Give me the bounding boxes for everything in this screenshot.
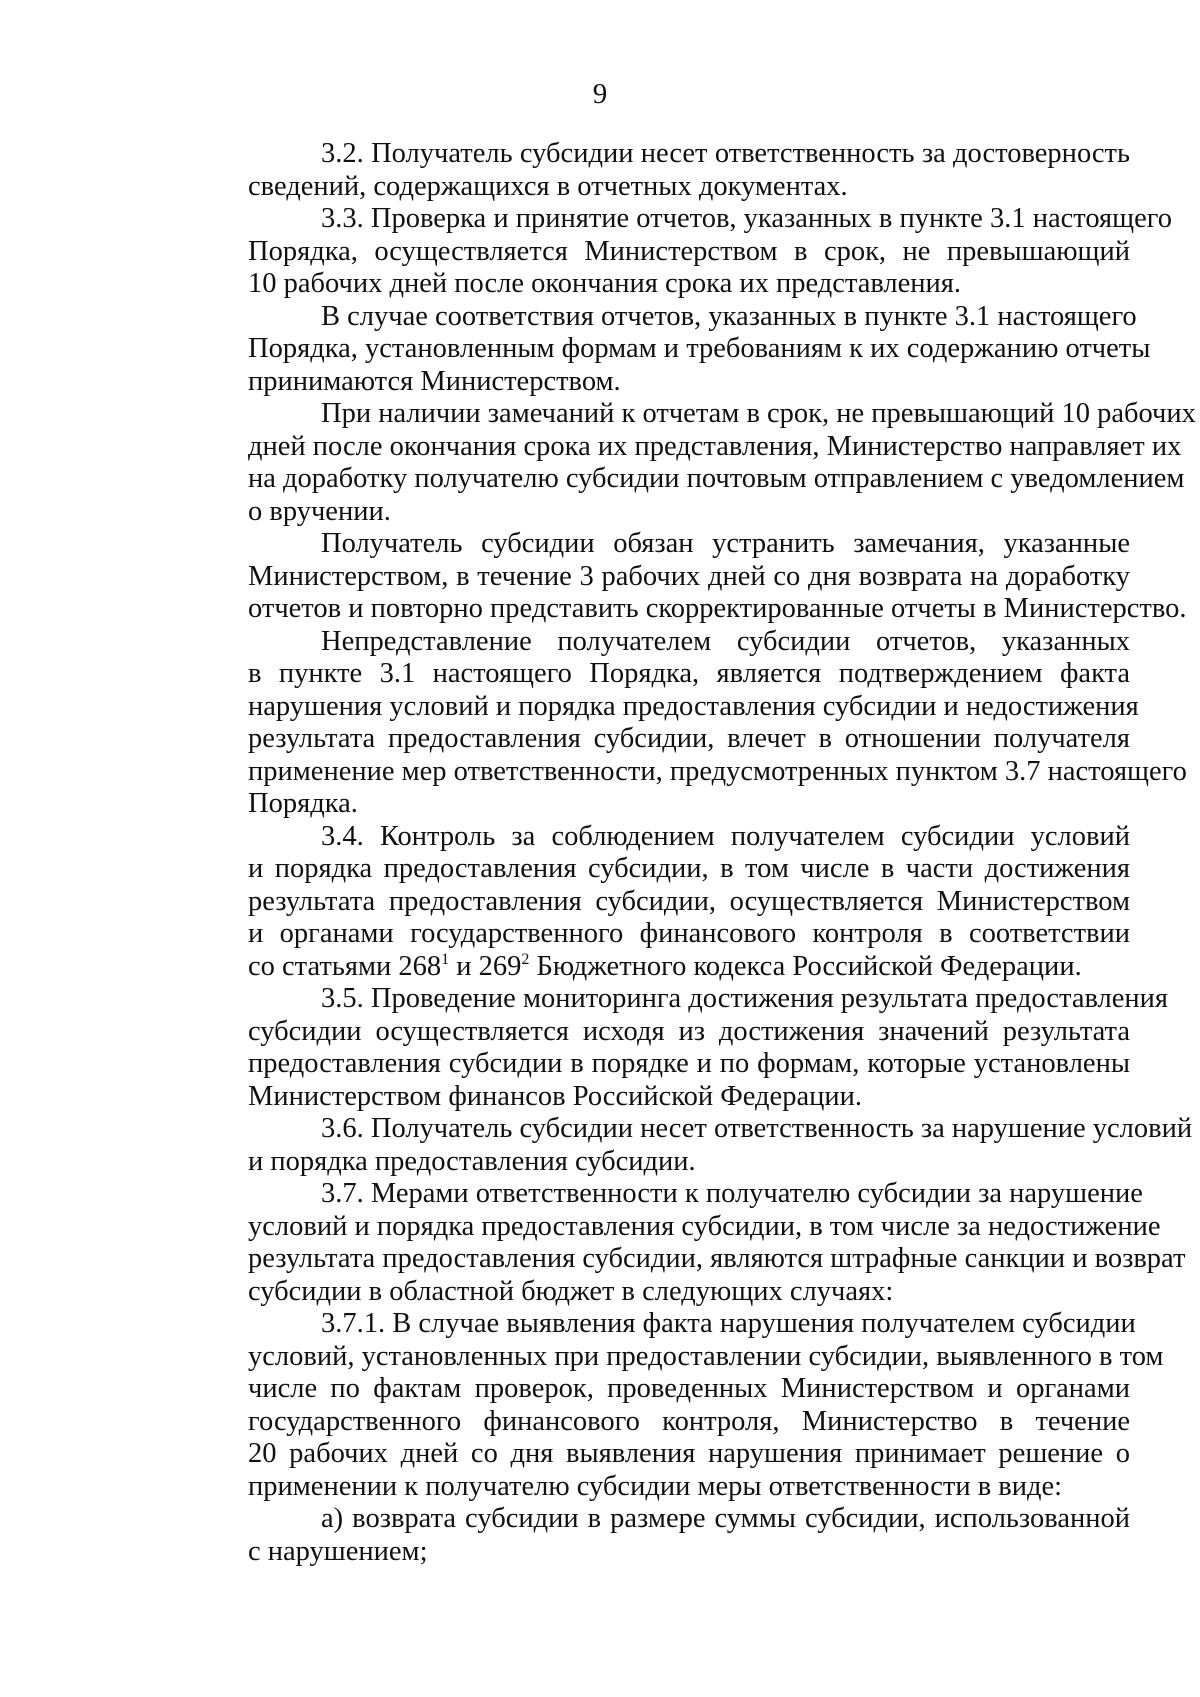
paragraph-3-7 xyxy=(175,1178,1186,1308)
paragraph-item-a xyxy=(175,1503,1130,1568)
text-line: с нарушением; xyxy=(248,1535,428,1567)
text-line: Министерством финансов Российской Федерации. xyxy=(248,1080,862,1112)
text-line: и порядка предоставления субсидии, в том числе в части достижения xyxy=(248,853,1130,884)
text-line: отчетов и повторно представить скорректированные отчеты в Министерство. xyxy=(248,593,1187,624)
text-line: принимаются Министерством. xyxy=(248,365,621,397)
page-number: 9 xyxy=(592,78,608,110)
text-line: дней после окончания срока их представления, Министерство направляет их xyxy=(248,430,1182,462)
paragraph-3-7-1 xyxy=(175,1308,1164,1503)
text-line: Непредставление получателем субсидии отчетов, указанных xyxy=(321,625,1130,657)
text-line: Порядка, осуществляется Министерством в срок, не превышающий xyxy=(248,235,1130,267)
paragraph-non-submission xyxy=(175,625,1187,821)
text-line: а) возврата субсидии в размере суммы субсидии, использованной xyxy=(321,1503,1130,1534)
paragraph-correction xyxy=(175,528,1187,626)
text-line: государственного финансового контроля, Министерство в течение xyxy=(248,1405,1130,1437)
text-line: и органами государственного финансового контроля в соответствии xyxy=(248,918,1130,949)
text-line: 3.7. Мерами ответственности к получателю субсидии за нарушение xyxy=(321,1178,1143,1209)
text-fragment: и 269 xyxy=(449,950,522,982)
text-line: субсидии осуществляется исходя из достижения значений результата xyxy=(248,1015,1130,1047)
text-line: в пункте 3.1 настоящего Порядка, является подтверждением факта xyxy=(248,658,1130,689)
text-line: 20 рабочих дней со дня выявления нарушения принимает решение о xyxy=(248,1438,1130,1469)
text-line: предоставления субсидии в порядке и по формам, которые установлены xyxy=(248,1048,1130,1079)
text-line: условий и порядка предоставления субсидии, в том числе за недостижение xyxy=(248,1210,1161,1242)
text-line: 10 рабочих дней после окончания срока их представления. xyxy=(248,268,962,299)
text-line: 3.4. Контроль за соблюдением получателем субсидии условий xyxy=(321,820,1130,852)
text-line: результата предоставления субсидии, влечет в отношении получателя xyxy=(248,723,1130,754)
text-line: субсидии в областной бюджет в следующих случаях: xyxy=(248,1275,894,1307)
paragraph-3-4 xyxy=(175,821,1130,984)
document-body xyxy=(175,138,1196,1568)
text-line: результата предоставления субсидии, являются штрафные санкции и возврат xyxy=(248,1243,1186,1274)
text-line: применение мер ответственности, предусмотренных пунктом 3.7 настоящего xyxy=(248,755,1187,787)
text-line: 3.3. Проверка и принятие отчетов, указанных в пункте 3.1 настоящего xyxy=(321,203,1172,234)
text-line: нарушения условий и порядка предоставления субсидии и недостижения xyxy=(248,690,1139,722)
paragraph-3-6 xyxy=(175,1113,1193,1178)
text-line: сведений, содержащихся в отчетных документах. xyxy=(248,170,848,202)
superscript-1: 1 xyxy=(441,950,450,968)
paragraph-3-3 xyxy=(175,203,1172,301)
text-line: условий, установленных при предоставлении субсидии, выявленного в том xyxy=(248,1340,1164,1372)
text-line: 3.7.1. В случае выявления факта нарушения получателем субсидии xyxy=(321,1308,1136,1339)
paragraph-compliance xyxy=(175,300,1151,399)
text-line: При наличии замечаний к отчетам в срок, не превышающий 10 рабочих xyxy=(321,398,1196,429)
text-line: Порядка, установленным формам и требованиям к их содержанию отчеты xyxy=(248,333,1151,364)
paragraph-3-2 xyxy=(175,138,1130,203)
text-line: Получатель субсидии обязан устранить замечания, указанные xyxy=(321,528,1130,559)
text-line: о вручении. xyxy=(248,495,391,527)
text-line: Порядка. xyxy=(248,788,358,819)
text-fragment: со статьями 268 xyxy=(248,950,442,982)
text-line: 3.5. Проведение мониторинга достижения результата предоставления xyxy=(321,983,1169,1014)
paragraph-3-5 xyxy=(175,983,1169,1113)
text-line: 3.2. Получатель субсидии несет ответственность за достоверность xyxy=(321,138,1130,169)
text-line: 3.6. Получатель субсидии несет ответственность за нарушение условий xyxy=(321,1113,1193,1144)
text-line: на доработку получателю субсидии почтовым отправлением с уведомлением xyxy=(248,463,1185,494)
paragraph-remarks xyxy=(175,398,1196,528)
text-line: Министерством, в течение 3 рабочих дней со дня возврата на доработку xyxy=(248,560,1130,592)
text-line-with-article-refs xyxy=(175,951,1130,984)
text-line: числе по фактам проверок, проведенных Министерством и органами xyxy=(248,1373,1130,1404)
text-fragment: Бюджетного кодекса Российской Федерации. xyxy=(529,950,1082,982)
text-line: и порядка предоставления субсидии. xyxy=(248,1145,696,1177)
text-line: В случае соответствия отчетов, указанных в пункте 3.1 настоящего xyxy=(321,300,1137,332)
superscript-2: 2 xyxy=(521,950,530,968)
text-line: результата предоставления субсидии, осуществляется Министерством xyxy=(248,885,1130,917)
text-line: применении к получателю субсидии меры ответственности в виде: xyxy=(248,1470,1063,1502)
